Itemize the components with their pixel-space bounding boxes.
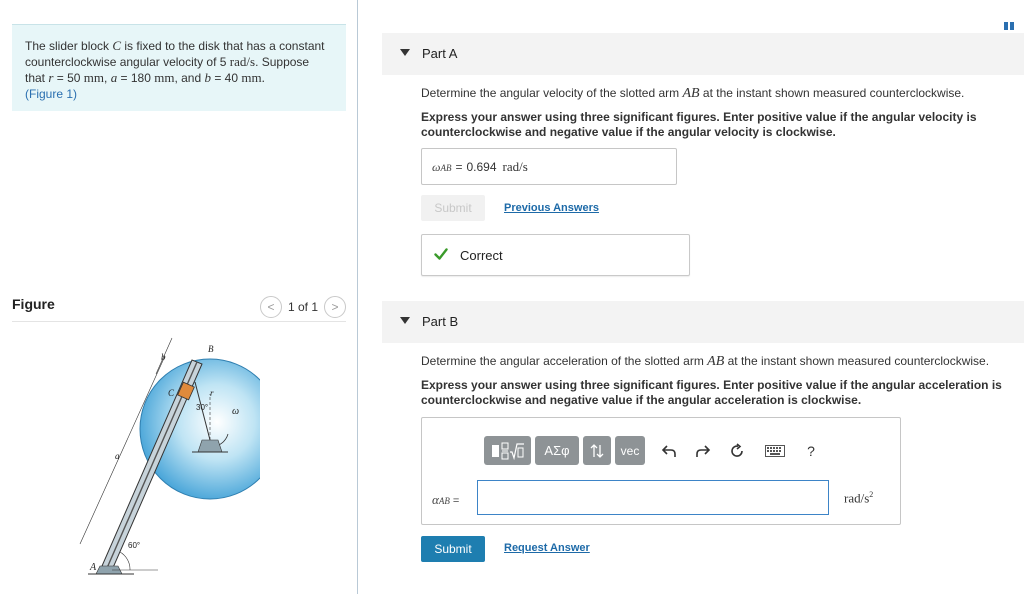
redo-icon — [695, 444, 711, 458]
part-b-submit-button[interactable]: Submit — [421, 536, 485, 562]
unit-rad-s: rad/s — [229, 54, 256, 69]
unit-mm: mm — [83, 70, 105, 85]
unit-mm: mm. — [241, 70, 265, 85]
figure-title: Figure — [12, 296, 55, 312]
part-a-header[interactable] — [382, 33, 1024, 75]
reset-icon — [729, 443, 745, 459]
var-subscript: AB — [440, 163, 452, 173]
question-text: at the instant shown measured counterclockwise. — [724, 354, 990, 368]
answer-value: 0.694 — [466, 160, 497, 174]
problem-text: = 40 — [210, 71, 242, 85]
correct-feedback — [421, 234, 690, 276]
reset-button[interactable] — [723, 437, 751, 465]
checkmark-icon — [434, 247, 448, 261]
label-angle-60: 60° — [128, 541, 141, 550]
templates-button[interactable] — [484, 436, 531, 465]
part-b-instructions: Express your answer using three significant figures. Enter positive value if the angular acceleration is counterclockwise and negative value if the angular acceleration is clockwise. — [421, 378, 1002, 407]
prev-figure-button[interactable] — [260, 296, 282, 318]
problem-statement — [12, 24, 346, 111]
unit-mm: mm — [154, 70, 175, 85]
pager-text: 1 of 1 — [287, 300, 318, 314]
previous-answers-link[interactable]: Previous Answers — [504, 202, 599, 214]
question-text: at the instant shown measured counterclockwise. — [699, 86, 965, 100]
label-a-dim: a — [115, 451, 120, 461]
var-r: r — [48, 70, 54, 85]
pause-icon[interactable] — [1004, 22, 1014, 30]
problem-text: . Suppose — [255, 55, 310, 69]
right-panel — [358, 0, 1024, 594]
unit-superscript: 2 — [869, 490, 874, 499]
problem-text: is fixed to the disk that has a constant — [121, 39, 325, 53]
equals-sign: = — [455, 160, 463, 174]
templates-icon — [491, 442, 525, 460]
part-b-answer-editor — [421, 417, 901, 525]
problem-text: that — [25, 71, 49, 85]
label-b-dim: b — [161, 352, 166, 362]
left-panel — [0, 0, 358, 594]
var-b: b — [204, 70, 211, 85]
chevron-right-icon: > — [331, 300, 339, 314]
vec-button[interactable] — [615, 436, 645, 465]
up-down-arrows-icon — [590, 443, 604, 459]
label-b-point: B — [208, 344, 214, 354]
omega-var — [432, 160, 451, 174]
problem-text: , — [104, 71, 111, 85]
collapse-arrow-icon — [400, 317, 410, 324]
problem-text: counterclockwise angular velocity of 5 — [25, 55, 230, 69]
label-r: r — [210, 388, 214, 398]
label-c-point: C — [168, 388, 175, 398]
help-button[interactable] — [797, 437, 825, 465]
redo-button[interactable] — [689, 437, 717, 465]
question-text: Determine the angular acceleration of the slotted arm — [421, 354, 708, 368]
var-c: C — [112, 38, 122, 53]
question-var: AB — [707, 354, 725, 369]
part-b-header[interactable] — [382, 301, 1024, 343]
problem-text: = 50 — [53, 71, 84, 85]
request-answer-link[interactable]: Request Answer — [504, 542, 590, 554]
mechanism-figure — [60, 334, 260, 584]
greek-button[interactable] — [535, 436, 579, 465]
label-omega: ω — [232, 406, 240, 417]
problem-text: = 180 — [117, 71, 155, 85]
var-subscript: AB — [438, 496, 450, 506]
next-figure-button[interactable] — [324, 296, 346, 318]
answer-unit: rad/s — [502, 159, 528, 174]
part-a-label: Part A — [422, 46, 458, 61]
help-icon: ? — [807, 442, 815, 459]
figure-link[interactable]: (Figure 1) — [25, 87, 78, 101]
problem-text: The slider block — [25, 39, 113, 53]
unit-text: rad/s — [844, 490, 870, 506]
vec-label: vec — [620, 443, 640, 458]
keyboard-button[interactable] — [761, 437, 789, 465]
part-a-answer-box — [421, 148, 677, 185]
var-symbol: ω — [432, 160, 441, 174]
question-text: Determine the angular velocity of the slotted arm — [421, 86, 683, 100]
keyboard-icon — [765, 445, 785, 457]
part-b-question — [421, 353, 1017, 370]
var-symbol: α — [432, 492, 439, 507]
correct-text: Correct — [460, 248, 503, 263]
math-toolbar — [484, 436, 825, 465]
figure-header — [12, 292, 346, 322]
collapse-arrow-icon — [400, 49, 410, 56]
var-a: a — [110, 70, 118, 85]
label-a-point: A — [90, 562, 97, 573]
figure-pager — [260, 296, 346, 318]
alpha-answer-input[interactable] — [477, 480, 829, 515]
alpha-unit — [844, 490, 873, 506]
equals-sign: = — [452, 495, 460, 507]
undo-button[interactable] — [655, 437, 683, 465]
sort-button[interactable] — [583, 436, 611, 465]
chevron-left-icon: < — [267, 300, 275, 314]
problem-text: , and — [174, 71, 205, 85]
part-b-label: Part B — [422, 314, 459, 329]
undo-icon — [661, 444, 677, 458]
greek-label: ΑΣφ — [544, 443, 570, 458]
center-mount — [198, 440, 222, 452]
part-a-question — [421, 85, 1017, 102]
part-a-instructions: Express your answer using three significant figures. Enter positive value if the angular velocity is counterclockwise and negative value if the angular velocity is clockwise. — [421, 110, 977, 139]
part-a-submit-button[interactable]: Submit — [421, 195, 485, 221]
disk — [140, 359, 260, 499]
angle-arc-60 — [120, 552, 130, 570]
alpha-var — [432, 492, 459, 508]
label-angle-30: 30° — [196, 403, 209, 412]
question-var: AB — [682, 86, 700, 101]
